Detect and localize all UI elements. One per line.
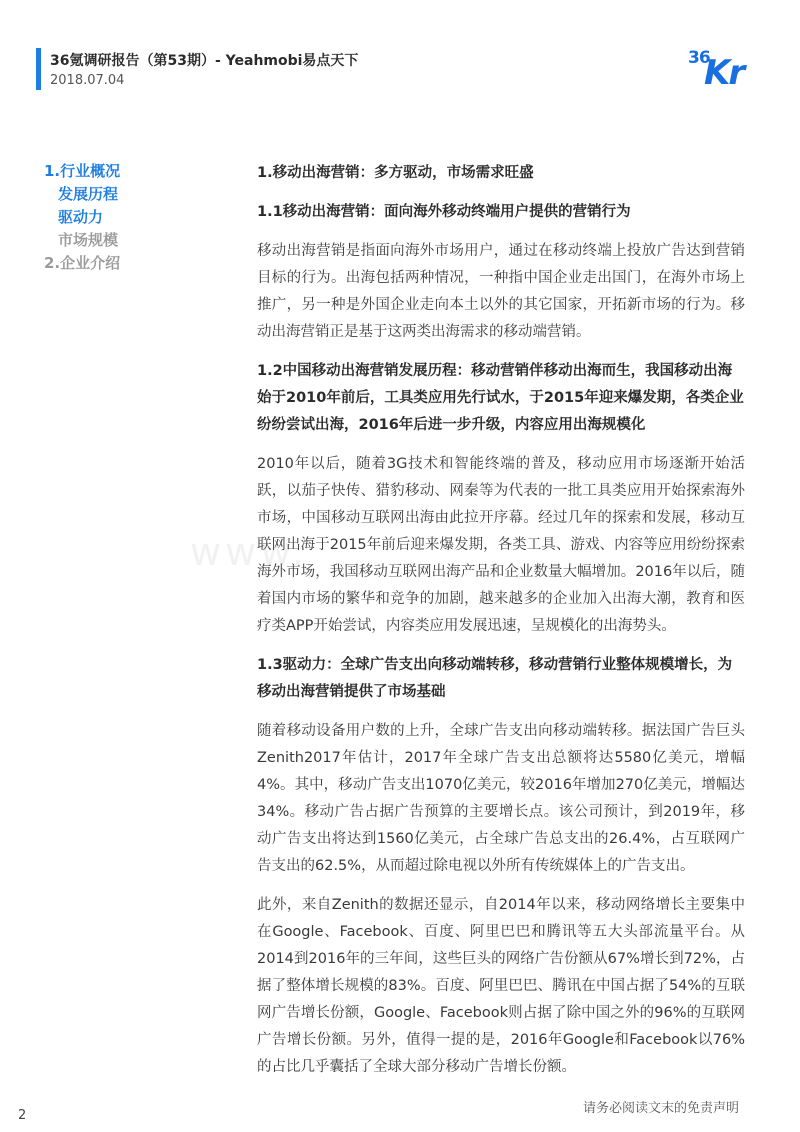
- page-number: 2: [18, 1108, 27, 1123]
- logo-kr: Kr: [704, 53, 744, 93]
- 36kr-logo: [688, 48, 770, 93]
- watermark: www.: [190, 530, 308, 574]
- table-of-contents: [44, 160, 120, 275]
- subsection-heading: 1.3驱动力：全球广告支出向移动端转移，移动营销行业整体规模增长，为移动出海营销提供了市场基础: [257, 657, 733, 700]
- paragraph: 此外，来自Zenith的数据还显示，自2014年以来，移动网络增长主要集中在Google、Facebook、百度、阿里巴巴和腾讯等五大头部流量平台。从2014到2016年的三年间，这些巨头的网络广告份额从67%增长到72%，占据了整体增长规模的83%。百度、阿里巴巴、腾讯在中国占据了54%的互联网广告增长份额，Google、Facebook则占据了除中国之外的96%的互联网广告增长份额。另外，值得一提的是，2016年Google和Facebook以76%的占比几乎囊括了全球大部分移动广告增长份额。: [257, 897, 745, 1075]
- report-date: 2018.07.04: [50, 73, 125, 88]
- subsection-heading: 1.1移动出海营销：面向海外移动终端用户提供的营销行为: [257, 204, 631, 220]
- section-heading: 1.移动出海营销：多方驱动，市场需求旺盛: [257, 165, 534, 181]
- disclaimer-note: 请务必阅读文末的免责声明: [583, 1101, 740, 1116]
- paragraph: 2010年以后，随着3G技术和智能终端的普及，移动应用市场逐渐开始活跃，以茄子快传、猎豹移动、网秦等为代表的一批工具类应用开始探索海外市场，中国移动互联网出海由此拉开序幕。经过几年的探索和发展，移动互联网出海于2015年前后迎来爆发期，各类工具、游戏、内容等应用纷纷探索海外市场，我国移动互联网出海产品和企业数量大幅增加。2016年以后，随着国内市场的繁华和竞争的加剧，越来越多的企业加入出海大潮，教育和医疗类APP开始尝试，内容类应用发展迅速，呈规模化的出海势头。: [257, 456, 745, 634]
- subsection-heading: 1.2中国移动出海营销发展历程：移动营销伴移动出海而生，我国移动出海始于2010年前后，工具类应用先行试水，于2015年迎来爆发期，各类企业纷纷尝试出海，2016年后进一步升级，内容应用出海规模化: [257, 363, 744, 433]
- main-content: [257, 160, 745, 1093]
- toc-item-history[interactable]: 发展历程: [58, 185, 119, 203]
- report-title: 36氪调研报告（第53期）- Yeahmobi易点天下: [50, 53, 359, 69]
- toc-item-market-size[interactable]: 市场规模: [58, 231, 119, 249]
- logo-text: 36: [688, 48, 710, 68]
- paragraph: 随着移动设备用户数的上升，全球广告支出向移动端转移。据法国广告巨头Zenith2017年估计，2017年全球广告支出总额将达5580亿美元，增幅4%。其中，移动广告支出1070亿美元，较2016年增加270亿美元，增幅达34%。移动广告占据广告预算的主要增长点。该公司预计，到2019年，移动广告支出将达到1560亿美元，占全球广告总支出的26.4%，占互联网广告支出的62.5%，从而超过除电视以外所有传统媒体上的广告支出。: [257, 723, 745, 874]
- paragraph: 移动出海营销是指面向海外市场用户，通过在移动终端上投放广告达到营销目标的行为。出海包括两种情况，一种指中国企业走出国门，在海外市场上推广，另一种是外国企业走向本土以外的其它国家，开拓新市场的行为。移动出海营销正是基于这两类出海需求的移动端营销。: [257, 243, 745, 340]
- toc-item-industry-overview[interactable]: 1.行业概况: [44, 162, 121, 180]
- header-accent-bar: [36, 48, 41, 90]
- toc-item-drivers[interactable]: 驱动力: [58, 208, 104, 226]
- toc-item-company-intro[interactable]: 2.企业介绍: [44, 254, 121, 272]
